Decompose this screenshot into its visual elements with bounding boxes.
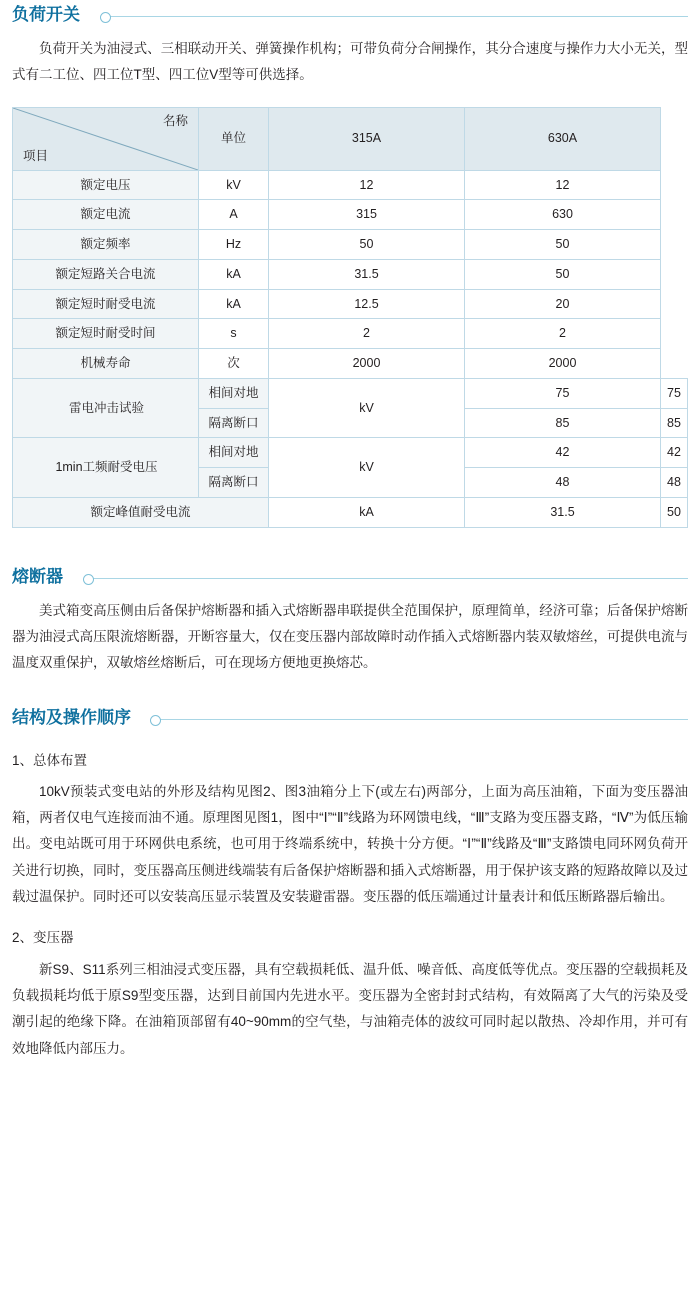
heading-dot (150, 715, 161, 726)
group-name: 雷电冲击试验 (13, 378, 199, 438)
group-value-630a: 48 (661, 468, 688, 498)
row-value-630a: 2 (465, 319, 661, 349)
load-switch-paragraph: 负荷开关为油浸式、三相联动开关、弹簧操作机构；可带负荷分合闸操作，其分合速度与操作力大小无关，型式有二工位、四工位T型、四工位V型等可供选择。 (12, 41, 688, 83)
table-row (13, 200, 688, 230)
section-heading-fuse (12, 562, 688, 592)
row-value-630a: 12 (465, 170, 661, 200)
row-value-315a: 31.5 (465, 497, 661, 527)
table-col-630a: 630A (465, 107, 661, 170)
section-title: 结构及操作顺序 (12, 708, 137, 727)
section-title: 熔断器 (12, 567, 69, 586)
corner-item-label: 项目 (23, 148, 49, 163)
row-name: 额定峰值耐受电流 (13, 497, 269, 527)
table-corner-cell (13, 107, 199, 170)
row-unit: kA (199, 259, 269, 289)
row-value-630a: 50 (465, 230, 661, 260)
row-value-630a: 630 (465, 200, 661, 230)
table-row (13, 497, 688, 527)
group-unit: kV (269, 378, 465, 438)
table-header-row (13, 107, 688, 170)
row-name: 额定电压 (13, 170, 199, 200)
group-subname: 隔离断口 (199, 468, 269, 498)
group-value-630a: 75 (661, 378, 688, 408)
row-name: 额定电流 (13, 200, 199, 230)
structure-item1-body: 10kV预装式变电站的外形及结构见图2、图3油箱分上下(或左右)两部分，上面为高压油箱，下面为变压器油箱，两者仅电气连接而油不通。原理图见图1，图中“Ⅰ”“Ⅱ”线路为环网馈电线，“Ⅲ”支路为变压器支路，“Ⅳ”为低压输出。变电站既可用于环网供电系统，也可用于终端系统中，转换十分方便。“Ⅰ”“Ⅱ”线路及“Ⅲ”支路馈电同环网负荷开关进行切换，同时，变压器高压侧进线端装有后备保护熔断器和插入式熔断器，用于保护该支路的短路故障以及过载过温保护。同时还可以安装高压显示装置及安装避雷器。变压器的低压端通过计量表计和低压断路器后输出。 (12, 783, 688, 905)
group-name: 1min工频耐受电压 (13, 438, 199, 498)
row-unit: 次 (199, 349, 269, 379)
group-value-630a: 42 (661, 438, 688, 468)
section-heading-structure (12, 703, 688, 733)
table-row (13, 289, 688, 319)
row-value-315a: 12.5 (269, 289, 465, 319)
row-value-630a: 50 (465, 259, 661, 289)
row-unit: s (199, 319, 269, 349)
table-row (13, 230, 688, 260)
section-heading-load-switch (12, 0, 688, 30)
row-value-315a: 31.5 (269, 259, 465, 289)
row-name: 额定短路关合电流 (13, 259, 199, 289)
heading-rule (157, 719, 688, 720)
group-value-315a: 85 (465, 408, 661, 438)
row-value-630a: 50 (661, 497, 688, 527)
table-row (13, 319, 688, 349)
row-value-315a: 315 (269, 200, 465, 230)
corner-name-label: 名称 (162, 113, 188, 128)
row-value-630a: 20 (465, 289, 661, 319)
row-value-630a: 2000 (465, 349, 661, 379)
row-unit: kA (269, 497, 465, 527)
row-name: 机械寿命 (13, 349, 199, 379)
structure-item2-body: 新S9、S11系列三相油浸式变压器，具有空载损耗低、温升低、噪音低、高度低等优点。变压器的空载损耗及负载损耗均低于原S9型变压器，达到目前国内先进水平。变压器为全密封封式结构，有效隔离了大气的污染及受潮引起的绝缘下降。在油箱顶部留有40~90mm的空气垫，与油箱壳体的波纹可同时起以散热、冷却作用，并可有效地降低内部压力。 (12, 961, 688, 1056)
heading-rule (90, 578, 688, 579)
spacer (12, 528, 688, 562)
heading-rule (107, 16, 688, 17)
table-row (13, 349, 688, 379)
row-value-315a: 2 (269, 319, 465, 349)
row-unit: Hz (199, 230, 269, 260)
group-subname: 相间对地 (199, 438, 269, 468)
group-value-630a: 85 (661, 408, 688, 438)
row-name: 额定频率 (13, 230, 199, 260)
group-value-315a: 75 (465, 378, 661, 408)
row-value-315a: 12 (269, 170, 465, 200)
table-row-group (13, 438, 688, 468)
structure-item2-title: 2、变压器 (12, 930, 74, 946)
group-value-315a: 42 (465, 438, 661, 468)
spec-table (12, 107, 688, 528)
heading-dot (83, 574, 94, 585)
heading-dot (100, 12, 111, 23)
table-row (13, 170, 688, 200)
table-row-group (13, 378, 688, 408)
table-row (13, 259, 688, 289)
group-value-315a: 48 (465, 468, 661, 498)
structure-item1-title: 1、总体布置 (12, 752, 88, 768)
group-subname: 隔离断口 (199, 408, 269, 438)
row-name: 额定短时耐受电流 (13, 289, 199, 319)
table-col-unit: 单位 (199, 107, 269, 170)
fuse-paragraph: 美式箱变高压侧由后备保护熔断器和插入式熔断器串联提供全范围保护，原理简单，经济可靠；后备保护熔断器为油浸式高压限流熔断器，开断容量大，仅在变压器内部故障时动作插入式熔断器内装双敏熔丝，可提供电流与温度双重保护，双敏熔丝熔断后，可在现场方便地更换熔芯。 (12, 602, 688, 671)
group-subname: 相间对地 (199, 378, 269, 408)
spacer (12, 677, 688, 703)
row-unit: kA (199, 289, 269, 319)
row-value-315a: 50 (269, 230, 465, 260)
row-name: 额定短时耐受时间 (13, 319, 199, 349)
table-col-315a: 315A (269, 107, 465, 170)
row-unit: A (199, 200, 269, 230)
row-value-315a: 2000 (269, 349, 465, 379)
group-unit: kV (269, 438, 465, 498)
section-title: 负荷开关 (12, 5, 86, 24)
row-unit: kV (199, 170, 269, 200)
